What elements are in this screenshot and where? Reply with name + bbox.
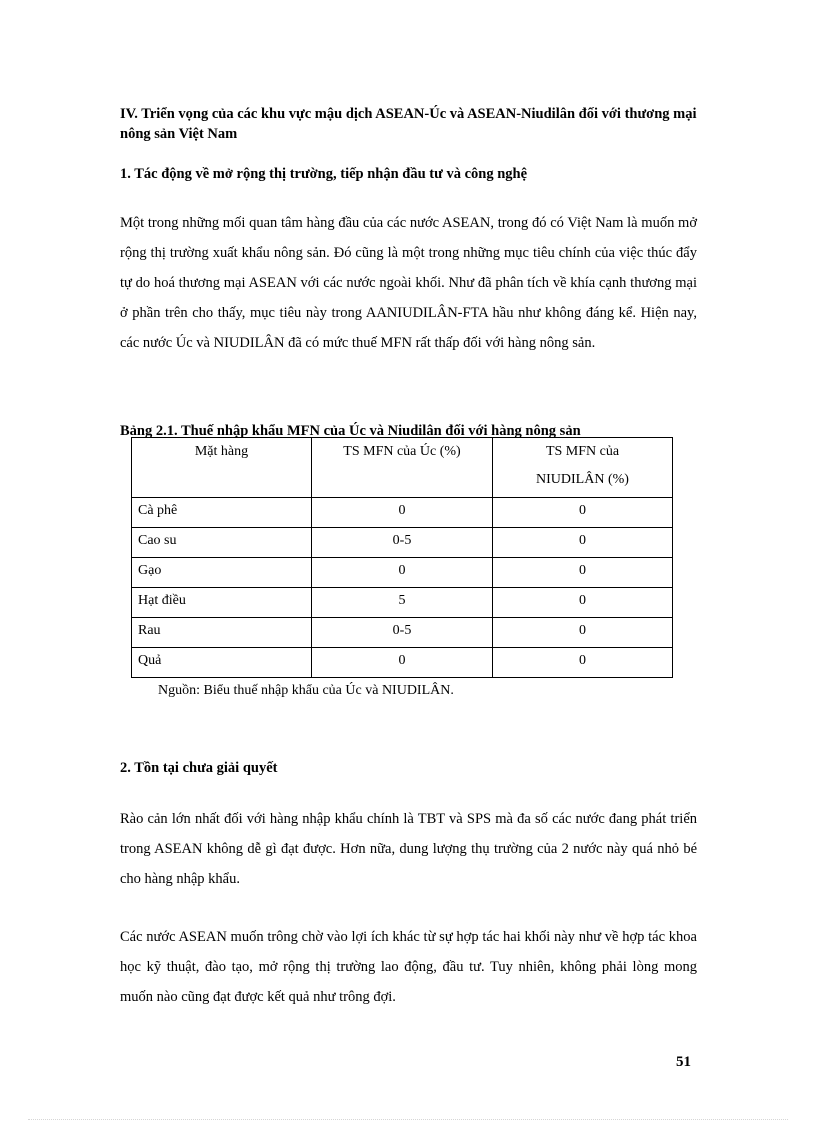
cell-new-zealand: 0 xyxy=(493,558,673,588)
cell-australia: 5 xyxy=(312,588,493,618)
table-caption: Bảng 2.1. Thuế nhập khẩu MFN của Úc và Niudilân đối với hàng nông sản xyxy=(120,423,581,439)
cell-australia: 0 xyxy=(312,498,493,528)
table-row xyxy=(132,498,673,528)
header-item: Mặt hàng xyxy=(132,438,312,498)
paragraph-market-expansion: Một trong những mối quan tâm hàng đầu của các nước ASEAN, trong đó có Việt Nam là muốn mở rộng thị trường xuất khẩu nông sản. Đó cũng là một trong những mục tiêu chính của việc thúc đẩy tự do hoá thương mại ASEAN với các nước ngoài khối. Như đã phân tích về khía cạnh thương mại ở phần trên cho thấy, mục tiêu này trong AANIUDILÂN-FTA hầu như không đáng kể. Hiện nay, các nước Úc và NIUDILÂN đã có mức thuế MFN rất thấp đối với hàng nông sản. xyxy=(120,215,697,351)
cell-new-zealand: 0 xyxy=(493,498,673,528)
cell-new-zealand: 0 xyxy=(493,618,673,648)
cell-item: Cao su xyxy=(132,528,312,558)
mfn-tariff-table xyxy=(131,437,673,678)
header-new-zealand-line2: NIUDILÂN (%) xyxy=(536,472,629,487)
cell-australia: 0 xyxy=(312,648,493,678)
header-australia: TS MFN của Úc (%) xyxy=(312,438,493,498)
cell-new-zealand: 0 xyxy=(493,528,673,558)
cell-new-zealand: 0 xyxy=(493,588,673,618)
subheading-market-expansion: 1. Tác động về mở rộng thị trường, tiếp nhận đầu tư và công nghệ xyxy=(120,166,528,182)
cell-new-zealand: 0 xyxy=(493,648,673,678)
cell-item: Hạt điều xyxy=(132,588,312,618)
table-header-row xyxy=(132,438,673,498)
header-new-zealand-line1: TS MFN của xyxy=(545,444,620,459)
table-row xyxy=(132,588,673,618)
cell-australia: 0-5 xyxy=(312,618,493,648)
cell-item: Rau xyxy=(132,618,312,648)
table-row xyxy=(132,528,673,558)
table-row xyxy=(132,618,673,648)
page-bottom-divider xyxy=(28,1119,788,1120)
section-heading: IV. Triển vọng của các khu vực mậu dịch ASEAN-Úc và ASEAN-Niudilân đối với thương mại nông sản Việt Nam xyxy=(120,106,697,142)
cell-item: Quả xyxy=(132,648,312,678)
cell-item: Gạo xyxy=(132,558,312,588)
subheading-unresolved-issues: 2. Tồn tại chưa giải quyết xyxy=(120,760,278,776)
table-source-note: Nguồn: Biểu thuế nhập khẩu của Úc và NIUDILÂN. xyxy=(158,683,454,698)
table-row xyxy=(132,558,673,588)
cell-australia: 0-5 xyxy=(312,528,493,558)
header-new-zealand xyxy=(493,438,673,498)
table-row xyxy=(132,648,673,678)
cell-australia: 0 xyxy=(312,558,493,588)
paragraph-barriers: Rào cản lớn nhất đối với hàng nhập khẩu chính là TBT và SPS mà đa số các nước đang phát triển trong ASEAN không dễ gì đạt được. Hơn nữa, dung lượng thụ trường của 2 nước này quá nhỏ bé cho hàng nhập khẩu. xyxy=(120,811,697,887)
cell-item: Cà phê xyxy=(132,498,312,528)
page-number: 51 xyxy=(676,1054,691,1070)
paragraph-cooperation: Các nước ASEAN muốn trông chờ vào lợi ích khác từ sự hợp tác hai khối này như về hợp tác khoa học kỹ thuật, đào tạo, mở rộng thị trường lao động, đầu tư. Tuy nhiên, không phải lòng mong muốn nào cũng đạt được kết quả như trông đợi. xyxy=(120,929,697,1005)
